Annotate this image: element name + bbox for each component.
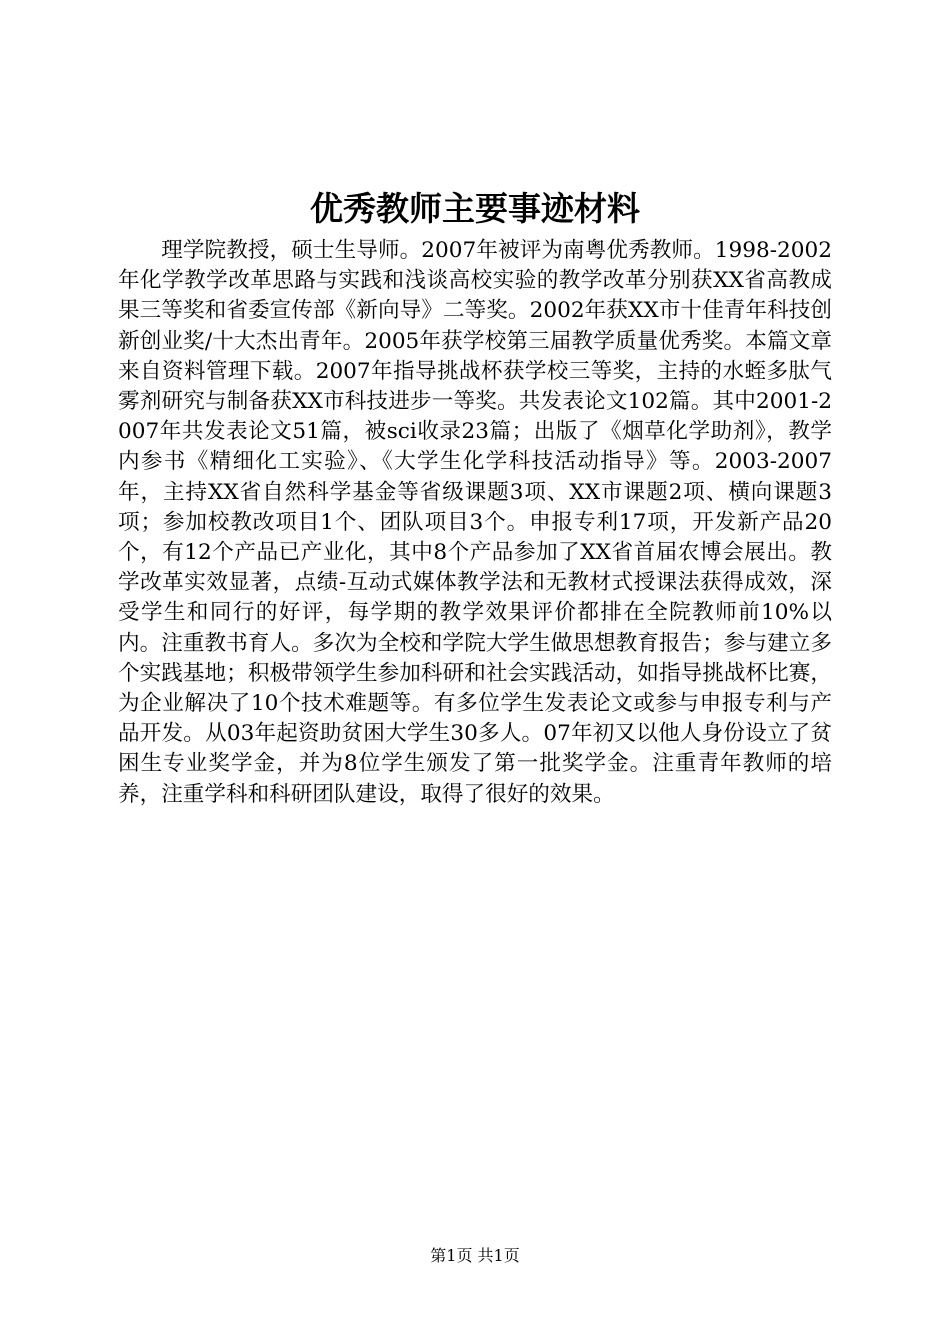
page-footer: 第1页 共1页: [430, 1246, 520, 1265]
document-body-paragraph: 理学院教授，硕士生导师。2007年被评为南粤优秀教师。1998-2002年化学教学改革思路与实践和浅谈高校实验的教学改革分别获XX省高教成果三等奖和省委宣传部《新向导》二等奖。2002年获XX市十佳青年科技创新创业奖/十大杰出青年。2005年获学校第三届教学质量优秀奖。本篇文章来自资料管理下载。2007年指导挑战杯获学校三等奖，主持的水蛭多肽气雾剂研究与制备获XX市科技进步一等奖。共发表论文102篇。其中2001-2007年共发表论文51篇，被sci收录23篇；出版了《烟草化学助剂》，教学内参书《精细化工实验》、《大学生化学科技活动指导》等。2003-2007年，主持XX省自然科学基金等省级课题3项、XX市课题2项、横向课题3项；参加校教改项目1个、团队项目3个。申报专利17项，开发新产品20个，有12个产品已产业化，其中8个产品参加了XX省首届农博会展出。教学改革实效显著，点绩-互动式媒体教学法和无教材式授课法获得成效，深受学生和同行的好评，每学期的教学效果评价都排在全院教师前10%以内。注重教书育人。多次为全校和学院大学生做思想教育报告；参与建立多个实践基地；积极带领学生参加科研和社会实践活动，如指导挑战杯比赛，为企业解决了10个技术难题等。有多位学生发表论文或参与申报专利与产品开发。从03年起资助贫困大学生30多人。07年初又以他人身份设立了贫困生专业奖学金，并为8位学生颁发了第一批奖学金。注重青年教师的培养，注重学科和科研团队建设，取得了很好的效果。: [118, 238, 832, 807]
document-title: 优秀教师主要事迹材料: [310, 189, 640, 228]
